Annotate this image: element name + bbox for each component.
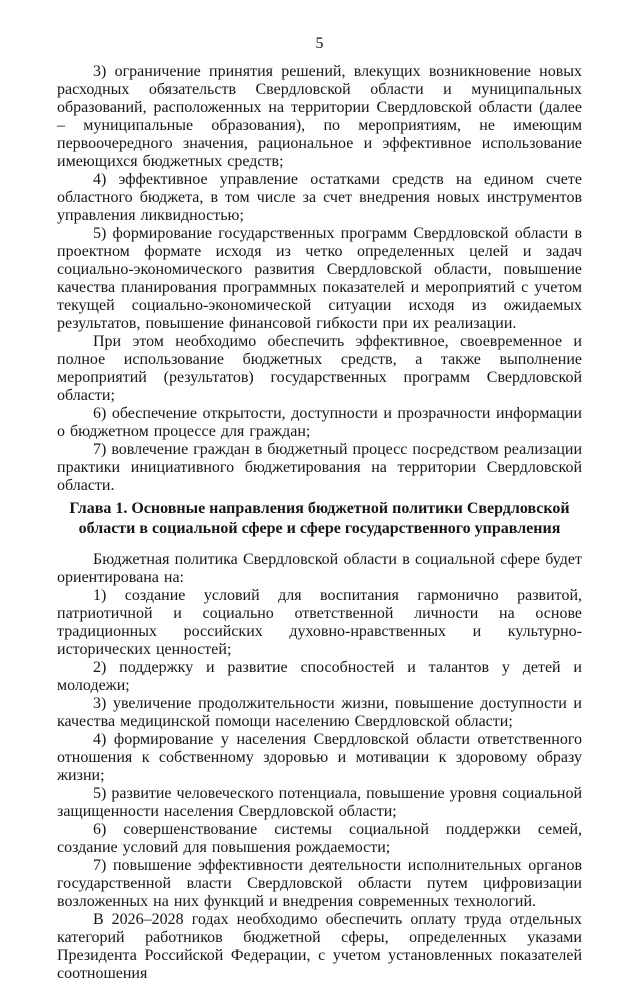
paragraph: 7) вовлечение граждан в бюджетный процесс посредством реализации практики инициативного бюджетирования на территории Свердловской области. — [57, 441, 582, 494]
paragraph: 5) формирование государственных программ Свердловской области в проектном формате исходя из четко определенных целей и задач социально-экономического развития Свердловской области, повышение качества планирования программных показателей и мероприятий с учетом текущей социально-экономической ситуации исходя из ожидаемых результатов, повышение финансовой гибкости при их реализации. — [57, 225, 582, 332]
paragraph: 6) совершенствование системы социальной поддержки семей, создание условий для повышения рождаемости; — [57, 821, 582, 856]
paragraph: 6) обеспечение открытости, доступности и прозрачности информации о бюджетном процессе для граждан; — [57, 405, 582, 440]
paragraph: 1) создание условий для воспитания гармонично развитой, патриотичной и социально ответственной личности на основе традиционных российских духовно-нравственных и культурно-исторических ценностей; — [57, 587, 582, 658]
paragraph: 2) поддержку и развитие способностей и талантов у детей и молодежи; — [57, 659, 582, 694]
document-content — [57, 63, 582, 983]
paragraph: 3) увеличение продолжительности жизни, повышение доступности и качества медицинской помощи населению Свердловской области; — [57, 695, 582, 730]
paragraph: При этом необходимо обеспечить эффективное, своевременное и полное использование бюджетных средств, а также выполнение мероприятий (результатов) государственных программ Свердловской области; — [57, 333, 582, 404]
paragraph: 4) эффективное управление остатками средств на едином счете областного бюджета, в том числе за счет внедрения новых инструментов управления ликвидностью; — [57, 171, 582, 224]
paragraph: В 2026–2028 годах необходимо обеспечить оплату труда отдельных категорий работников бюджетной сферы, определенных указами Президента Российской Федерации, с учетом установленных показателей соотношения — [57, 911, 582, 982]
chapter-heading: Глава 1. Основные направления бюджетной политики Свердловской области в социальной сфере и сфере государственного управления — [69, 500, 570, 537]
paragraph: 7) повышение эффективности деятельности исполнительных органов государственной власти Свердловской области путем цифровизации возложенных на них функций и внедрения современных технологий. — [57, 857, 582, 910]
page-number: 5 — [315, 35, 324, 52]
paragraph: 3) ограничение принятия решений, влекущих возникновение новых расходных обязательств Свердловской области и муниципальных образований, расположенных на территории Свердловской области (далее – муниципальные образования), по мероприятиям, не имеющим первоочередного значения, рациональное и эффективное использование имеющихся бюджетных средств; — [57, 63, 582, 170]
paragraph: Бюджетная политика Свердловской области в социальной сфере будет ориентирована на: — [57, 551, 582, 586]
paragraph: 4) формирование у населения Свердловской области ответственного отношения к собственному здоровью и мотивации к здоровому образу жизни; — [57, 731, 582, 784]
paragraph: 5) развитие человеческого потенциала, повышение уровня социальной защищенности населения Свердловской области; — [57, 785, 582, 820]
